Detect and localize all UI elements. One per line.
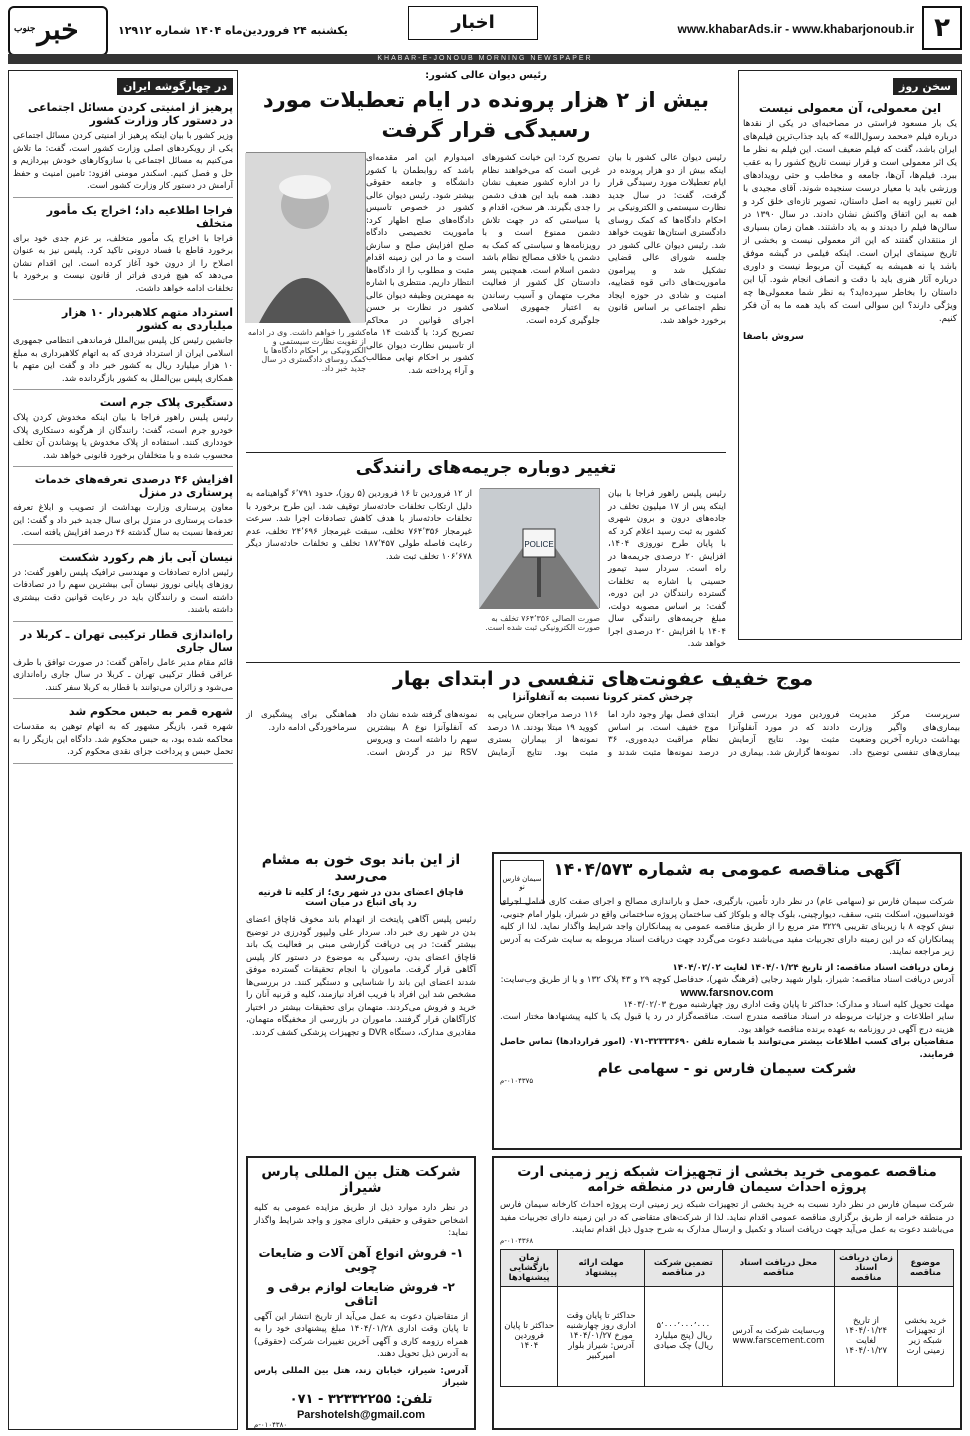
daily-note-title: این معمولی، آن معمولی نیست xyxy=(758,101,942,115)
lead-kicker: رئیس دیوان عالی کشور: xyxy=(425,70,547,81)
cement-address: آدرس دریافت اسناد مناقصه: شیراز، بلوار شهید رجایی (فرهنگ شهر)، حدفاصل کوچه ۲۹ و ۴۳ پلاک ۱۳۲ و یا از طریق وب‌سایت: xyxy=(500,975,954,985)
cement-tender-body: شرکت سیمان فارس نو (سهامی عام) در نظر دارد تأمین، بارگیری، حمل و باراندازی مصالح و اجرای صفت کاری شامل اجرای فونداسیون، اسکلت بتنی، سقف، دیوارچینی، بلوک چاله و بلوکاژ کف ساختمان پروژه ساختمانی واقع در شیراز، بلوار امام جنوبی، نبش کوچه ۸ با زیربنای تقریبی ۳۲۲۹ متر مربع را از طریق مناقصه عمومی به پیمانکاران واجد شرایط واگذار نماید. لذا از کلیه پیمانکاران که در این زمینه دارای تجربیات مفید می‌باشند دعوت می‌گردد جهت دریافت اسناد مربوطه به سایت شرکت به آدرس زیر مراجعه نمایند. xyxy=(500,897,954,957)
hotel-item-2: ۲- فروش ضایعات لوازم برقی و اتاقی xyxy=(267,1279,455,1308)
corner-item-title: افزایش ۴۶ درصدی تعرفه‌های خدمات پرستاری در منزل xyxy=(34,473,233,499)
grid-header-cell: زمان دریافت اسناد مناقصه xyxy=(835,1249,898,1286)
grid-cell: وب‌سایت شرکت به آدرس www.farscement.com xyxy=(722,1286,834,1386)
cement-notes: سایر اطلاعات و جزئیات مربوطه در اسناد مناقصه مندرج است. مناقصه‌گزار در رد یا قبول یک یا کلیه پیشنهادها مختار است. هزینه درج آگهی در روزنامه به عهده برنده مناقصه خواهد بود. xyxy=(500,1012,954,1035)
organ-headline: از این باند بوی خون به مشام می‌رسد xyxy=(261,852,461,884)
lead-column-3: امیدوارم این امر مقدمه‌ای باشد که روابطمان با کشور دانشگاه و جامعه حقوقی بیشتر شود. رئیس دیوان عالی کشور در خصوص تاسیس دادگاه‌های صلح اظهار کرد: ماموریت تخصیصی دادگاه صلح افزایش صلح و سازش است و ما در این زمینه اقدام مثبت و مطلوب را از دادگاه‌ها انتظار داریم. منتظری با اشاره به مهمترین وظیفه دیوان عالی کشور در نظارت بر حسن اجرای قوانین در محاکم تصریح کرد: با گذشت ۱۴ ماه از تاسیس نظارت دیوان عالی کشور بر احکام نهایی مطالب و آراء پرداخته شد. xyxy=(366,153,474,376)
grid-cell: خرید بخشی از تجهیزات شبکه زیر زمینی ارت xyxy=(897,1286,953,1386)
grid-cell: حداکثر تا پایان فروردین ۱۴۰۴ xyxy=(501,1286,558,1386)
cement-contact: متقاضیان برای کسب اطلاعات بیشتر می‌توانند با شماره تلفن ۳۲۳۳۳۶۹۰-۰۷۱ (امور قراردادها) تماس حاصل فرمایند. xyxy=(500,1037,955,1060)
corner-item-title: استرداد متهم کلاهبردار ۱۰ هزار میلیاردی به کشور xyxy=(62,306,233,332)
flu-body: سرپرست مرکز مدیریت بیماری‌های واگیر وزارت بهداشت درباره آخرین وضعیت بیماری‌های تنفسی توضیح داد. فروردین مورد بررسی قرار دادند که در مورد آنفلوآنزا مثبت بود. نتایج آزمایش نمونه‌ها گزارش شد. بیماری در ابتدای فصل بهار وجود دارد اما موج خفیف است. بر اساس نظام مراقبت دیده‌وری، ۳۶ درصد نمونه‌ها مثبت شدند و ۱۱۶ درصد مراجعان سرپایی به کووید ۱۹ مبتلا بودند. ۱۸ درصد نمونه‌ها از بیماران بستری مثبت بود. نتایج آزمایش نمونه‌های گرفته شده نشان داد که آنفلوآنزا نوع A بیشترین سهم را داشته است و ویروس RSV نیز در گردش است. هماهنگی برای پیشگیری از سرماخوردگی ادامه دارد. xyxy=(246,710,960,758)
list-item xyxy=(13,551,233,622)
list-item xyxy=(13,204,233,301)
lead-headline: بیش از ۲ هزار پرونده در ایام تعطیلات مورد رسیدگی قرار گرفت xyxy=(262,88,710,142)
daily-note-body: یک بار مسعود فراستی در مصاحبه‌ای در یکی از نقدها درباره فیلم «محمد رسول‌الله» که باید جذاب‌ترین فیلم‌های ایران باشد، گفت که فیلم ضعیف است. این فیلم به نظر ما یک اثر معمولی است و قرار نیست تاریخ کشور را به عقب ببرد. فیلم‌ها، آن‌ها، جامعه و مخاطب و حتی رویدادهای ورزشی باید با معیار درست سنجیده شوند. آقای مجیدی با این تغییر زاویه به اصل داستان، تصویر تازه‌ای خلق کرد و همه به این اتفاق واکنش نشان دادند. در سال ۱۳۹۰ در سالن‌ها فیلم را دیدند و به یاد داشتند. همان زمان بسیاری از منتقدان گفتند که این اثر معمولی نیست و بخشی از تاریخ سینمای ایران است. اینکه فیلمی در گیشه موفق باشد یا نه همیشه به کیفیت آن مربوط نیست و داوری درباره آثار هنری باید با دقت و انصاف انجام شود. آیا این داستان را بخاطر سپرده‌اید؟ به نظر شما معمولی‌ها چه ویژگی دارند؟ این سوالی است که باید همه ما به آن فکر کنیم. xyxy=(743,119,957,324)
list-item xyxy=(13,396,233,467)
daily-note-signature: سروش باصفا xyxy=(743,332,804,342)
banner-strip: KHABAR-E-JONOUB MORNING NEWSPAPER xyxy=(8,54,962,64)
grid-cell: از تاریخ ۱۴۰۴/۰۱/۲۴ لغایت ۱۴۰۴/۰۱/۲۷ xyxy=(835,1286,898,1386)
flu-subhead: چرخش کمتر کرونا نسبت به آنفلوآنزا xyxy=(512,692,694,703)
fines-column-1: رئیس پلیس راهور فراجا با بیان اینکه پس از ۱۷ میلیون تخلف در جاده‌های درون و برون شهری کشور به ثبت رسید اعلام کرد که با پایان طرح نوروزی ۱۴۰۴، افزایش ۲۰ درصدی جریمه‌ها در راه است. سردار سید تیمور حسینی با اشاره به تخلفات گسترده رانندگان در این دوره، گفت: بر اساس مصوبه دولت، مبلغ جریمه‌های رانندگی سال ۱۴۰۴ با افزایش ۲۰ درصدی اجرا خواهد شد. xyxy=(608,489,726,649)
lead-story xyxy=(246,70,726,448)
corner-item-body: معاون پرستاری وزارت بهداشت از تصویب و ابلاغ تعرفه خدمات پرستاری در منزل برای سال جدید خبر داد و گفت: این تعرفه‌ها نسبت به سال گذشته ۴۶ درصد افزایش یافته است. xyxy=(13,503,233,538)
hotel-ad-code: ۰۱۰۴۳۸۰-م xyxy=(254,1420,288,1429)
logo-subtext: جنوب xyxy=(14,24,36,34)
grid-tender-title: مناقصه عمومی خرید بخشی از تجهیزات شبکه زیر زمینی ارت xyxy=(517,1164,937,1180)
fines-story xyxy=(246,458,726,658)
grid-cell: ۵٬۰۰۰٬۰۰۰٬۰۰۰ ریال (پنج میلیارد ریال) چک صیادی xyxy=(644,1286,722,1386)
ground-grid-tender-ad xyxy=(492,1156,962,1430)
fines-headline: تغییر دوباره جریمه‌های رانندگی xyxy=(355,458,617,478)
fines-column-2: از ۱۲ فروردین تا ۱۶ فروردین (۵ روز)، حدود ۶٬۷۹۱ گواهینامه به دلیل ارتکاب تخلفات حادثه‌ساز توقیف شد. این طرح برخورد با تخلفات حادثه‌ساز با هدف کاهش تصادفات اجرا شد. سرعت غیرمجاز ۷۶۴٬۳۵۶ تخلف، سبقت غیرمجاز ۲۴٬۶۹۶ تخلف، عدم رعایت فاصله طولی ۱۸۷٬۴۵۷ تخلف و تخلفات حادثه‌ساز دیگر ۱۰۶٬۶۷۸ تخلف ثبت شد. xyxy=(246,489,472,562)
grid-tender-body: شرکت سیمان فارس در نظر دارد نسبت به خرید بخشی از تجهیزات شبکه زیر زمینی ارت پروژه احداث کارخانه سیمان فارس در منطقه خرامه از طریق برگزاری مناقصه عمومی اقدام نماید. لذا از شرکت‌های متقاضی که در این زمینه دارای تجربیات مفید می‌باشند دعوت به عمل می‌آید جهت دریافت اسناد و تکمیل و ارسال مدارک به شرح جدول ذیل اقدام نمایند. xyxy=(500,1200,954,1235)
cement-doc-date: زمان دریافت اسناد مناقصه: از تاریخ ۱۴۰۴/۰۱/۲۴ لغایت ۱۴۰۴/۰۲/۰۲ xyxy=(672,962,954,973)
corner-item-title: فراجا اطلاعیه داد؛ اخراج یک مأمور متخلف xyxy=(46,203,233,230)
lead-column-2: تصریح کرد: این خیانت کشورهای غربی است که می‌خواهند نظام را در اداره کشور ضعیف نشان دهند. همه باید این هدف دشمن را جدی بگیرند. هر سخن، اقدام و یا سیاستی که در جهت تلاش دشمن ممنوع است و با رویزنامه‌ها و سیاستی که کمک به دشمن یا خلاف مصالح نظام باشد دشمن اسلام است. همچنین پسر دادستان کل کشور از فعالیت مخرب متهمان و آسیب رساندن به اعتبار جمهوری اسلامی جلوگیری کرده است. xyxy=(482,153,600,326)
speed-camera-illustration xyxy=(479,489,599,609)
lead-photo xyxy=(246,152,366,322)
corner-item-title: شهره قمر به حبس محکوم شد xyxy=(68,705,233,718)
svg-text:POLICE: POLICE xyxy=(524,540,554,549)
grid-header-cell: محل دریافت اسناد مناقصه xyxy=(722,1249,834,1286)
list-item xyxy=(13,101,233,198)
portrait-illustration xyxy=(245,153,365,323)
grid-header-cell: تضمین شرکت در مناقصه xyxy=(644,1249,722,1286)
corner-item-body: جانشین رئیس کل پلیس بین‌الملل فرماندهی انتظامی جمهوری اسلامی ایران از استرداد فردی که به اتهام کلاهبرداری به مبلغ ۱۰ هزار میلیارد ریال به کشور خبر داد و گفت این متهم با همکاری پلیس بین‌الملل به کشور بازگردانده شد. xyxy=(13,336,233,384)
corner-item-title: پرهیز از امنیتی کردن مسائل اجتماعی در دستور کار وزارت کشور xyxy=(27,101,233,127)
lead-column-1: رئیس دیوان عالی کشور با بیان اینکه بیش از دو هزار پرونده در ایام تعطیلات مورد رسیدگی قرار گرفت، گفت: در سال جدید نظارت سیستمی و الکترونیکی بر احکام دادگاه‌ها که کمک روسای دادگستری استان‌ها تقویت خواهد شد. رئیس دیوان عالی کشور در جلسه شورای عالی قضایی تشکیل شد و پیرامون ماموریت‌های ذاتی قوه قضاییه، امنیت و شادی در حوزه ایجاد نظم اجتماعی بر اساس قانون برخورد خواهد شد. xyxy=(608,153,726,326)
flu-story xyxy=(246,668,960,846)
organ-body: رئیس پلیس آگاهی پایتخت از انهدام باند مخوف قاچاق اعضای بدن در شهر ری خبر داد. سردار علی ولیپور گودرزی در توضیح بیشتر گفت: در پی دریافت گزارشی مبنی بر فعالیت یک باند قاچاق اعضای بدن، رسیدگی به موضوع در دستور کار پلیس آگاهی قرار گرفت. ماموران با انجام تحقیقات گسترده موفق شدند اعضای این باند را شناسایی و دستگیر کنند. در بررسی‌ها مشخص شد این افراد با فریب افراد نیازمند، کلیه و قرنیه آنان را خرید و فروش می‌کردند. متهمان برای تحقیقات بیشتر در اختیار کارآگاهان قرار گرفتند. ماموران در بازرسی از مخفیگاه متهمان، مقادیری مدارک، دستگاه DVR و تجهیزات پزشکی کشف کردند. xyxy=(246,915,476,1038)
corner-item-body: رئیس اداره تصادفات و مهندسی ترافیک پلیس راهور گفت: در روزهای پایانی نوروز نیسان آبی بیشترین سهم را در تصادفات داشته است و رانندگان باید در رعایت قوانین دقت بیشتری داشته باشند. xyxy=(13,567,233,615)
section-title: اخبار xyxy=(408,6,538,40)
flu-headline: موج خفیف عفونت‌های تنفسی در ابتدای بهار xyxy=(392,668,814,690)
corner-label: در چهارگوشه ایران xyxy=(117,78,233,95)
hotel-auction-ad xyxy=(246,1156,476,1430)
corner-item-body: رئیس پلیس راهور فراجا با بیان اینکه مخدوش کردن پلاک خودرو جرم است، گفت: رانندگان از هرگونه دستکاری پلاک خودداری کنند. استفاده از پلاک مخدوش یا پوشاندن آن تخلف محسوب شده و با متخلفان برخورد قانونی خواهد شد. xyxy=(13,413,233,461)
hotel-item-1: ۱- فروش انواع آهن آلات و ضایعات چوبی xyxy=(258,1245,464,1274)
cement-tender-ad xyxy=(492,852,962,1150)
website-links[interactable]: www.khabarAds.ir - www.khabarjonoub.ir xyxy=(677,22,914,36)
grid-table-header xyxy=(501,1249,954,1286)
corner-item-title: دستگیری پلاک جرم است xyxy=(99,396,233,409)
hotel-address: آدرس: شیراز، خیابان زند، هتل بین المللی پارس شیراز xyxy=(254,1365,468,1388)
grid-ad-code: ۰۱۰۴۳۶۸-م xyxy=(500,1236,534,1245)
cement-deadline: مهلت تحویل کلیه اسناد و مدارک: حداکثر تا پایان وقت اداری روز چهارشنبه مورخ ۱۴۰۳/۰۲/۰۳ xyxy=(623,999,954,1010)
list-item xyxy=(13,473,233,545)
list-item xyxy=(13,306,233,390)
organ-bullet-2: رد پای اتباع در میان است xyxy=(305,898,417,908)
grid-tender-table xyxy=(500,1249,954,1387)
grid-header-cell: مهلت ارائه پیشنهاد xyxy=(558,1249,644,1286)
corner-item-body: وزیر کشور با بیان اینکه پرهیز از امنیتی کردن مسائل اجتماعی یکی از رویکردهای اصلی وزارت کشور است، گفت: ما تلاش می‌کنیم به مسائل اجتماعی با سازوکارهای خودش بپردازیم و حل و فصل کنیم. اسکندر مومنی افزود: تامین امنیت و حفظ آرامش در دستور کار وزارت کشور است. xyxy=(13,131,233,191)
corner-column xyxy=(8,70,238,1430)
table-row xyxy=(501,1286,954,1386)
newspaper-logo xyxy=(8,6,108,56)
grid-tender-subtitle: پروژه احداث سیمان فارس در منطقه خرامه xyxy=(587,1180,867,1195)
corner-item-body: فراجا با اخراج یک مأمور متخلف، بر عزم جدی خود برای برخورد قاطع با فساد درونی تاکید کرد. پلیس نیز به عنوان اصلاح را از درون خود آغاز کرده است. این اقدام نشان می‌دهد که هیچ فردی فراتر از قانون نیست و برخورد با تخلفات ادامه خواهد داشت. xyxy=(13,233,233,294)
hotel-email[interactable]: Parshotelsh@gmail.com xyxy=(296,1408,426,1421)
cement-company: شرکت سیمان فارس نو - سهامی عام xyxy=(597,1061,857,1077)
hotel-title: شرکت هتل بین المللی پارس شیراز xyxy=(261,1164,461,1196)
cement-logo: سیمان فارس نو xyxy=(500,860,544,904)
hotel-terms: از متقاضیان دعوت به عمل می‌آید از تاریخ انتشار این آگهی تا پایان وقت اداری ۱۴۰۴/۰۱/۲۸ مبلغ پیشنهادی خود را به همراه رزومه کاری و آگهی آخرین تغییرات شرکت (حقوقی) به آدرس ذیل تحویل دهند. xyxy=(254,1311,468,1359)
corner-item-title: راه‌اندازی قطار ترکیبی تهران ـ کربلا در سال جاری xyxy=(20,627,233,654)
corner-item-body: شهره قمر، بازیگر مشهور که به اتهام توهین به مقدسات محاکمه شده بود، به حبس محکوم شد. دادگاه این بازیگر را به تحمل حبس و پرداخت جزای نقدی محکوم کرد. xyxy=(13,722,233,757)
organ-trafficking-story xyxy=(246,852,476,1150)
hotel-intro: در نظر دارد موارد ذیل از طریق مزایده عمومی به کلیه اشخاص حقوقی و حقیقی دارای مجوز و واجد شرایط واگذار نماید: xyxy=(254,1203,468,1238)
hotel-phone: تلفن: ۳۲۳۳۲۲۵۵ - ۰۷۱ xyxy=(289,1391,433,1407)
grid-header-cell: زمان بازگشایی پیشنهادها xyxy=(501,1249,558,1286)
cement-ad-code: ۰۱۰۴۳۷۵-م xyxy=(500,1077,534,1085)
daily-note-label: سخن روز xyxy=(893,78,957,95)
cement-tender-title: آگهی مناقصه عمومی به شماره ۱۴۰۴/۵۷۳ xyxy=(553,860,901,880)
issue-date: یکشنبه ۲۴ فروردین‌ماه ۱۴۰۴ شماره ۱۲۹۱۲ xyxy=(118,24,348,37)
cement-website[interactable]: www.farsnov.com xyxy=(680,986,774,999)
list-item xyxy=(13,628,233,700)
daily-note xyxy=(738,70,962,640)
fines-caption: صورت الصالی ۷۶۴٬۳۵۶ تخلف به صورت الکترونیکی ثبت شده است. xyxy=(485,614,600,632)
logo-text: خبر xyxy=(37,13,79,46)
corner-item-body: قائم مقام مدیر عامل راه‌آهن گفت: در صورت توافق با طرف عراقی قطار ترکیبی تهران ـ کربلا در سال جاری راه‌اندازی می‌شود و زائران می‌توانند با قطار به کربلا سفر کنند. xyxy=(13,657,233,693)
lead-caption: کشور را خواهم داشت. وی در ادامه از تقویت نظارت سیستمی و الکترونیکی بر احکام دادگاه‌ها با کمک روسای دادگستری در سال جدید خبر داد. xyxy=(247,328,366,373)
corner-items xyxy=(13,101,233,764)
page-number: ۲ xyxy=(922,6,962,50)
organ-bullet-1: قاچاق اعضای بدن در شهر ری؛ از کلیه تا قرنیه xyxy=(258,888,464,898)
list-item xyxy=(13,705,233,764)
grid-cell: حداکثر تا پایان وقت اداری روز چهارشنبه مورخ ۱۴۰۴/۰۱/۲۷ آدرس: شیراز بلوار امیرکبیر xyxy=(558,1286,644,1386)
corner-item-title: نیسان آبی باز هم رکورد شکست xyxy=(58,550,233,564)
police-camera-photo xyxy=(480,488,600,608)
grid-header-cell: موضوع مناقصه xyxy=(897,1249,953,1286)
